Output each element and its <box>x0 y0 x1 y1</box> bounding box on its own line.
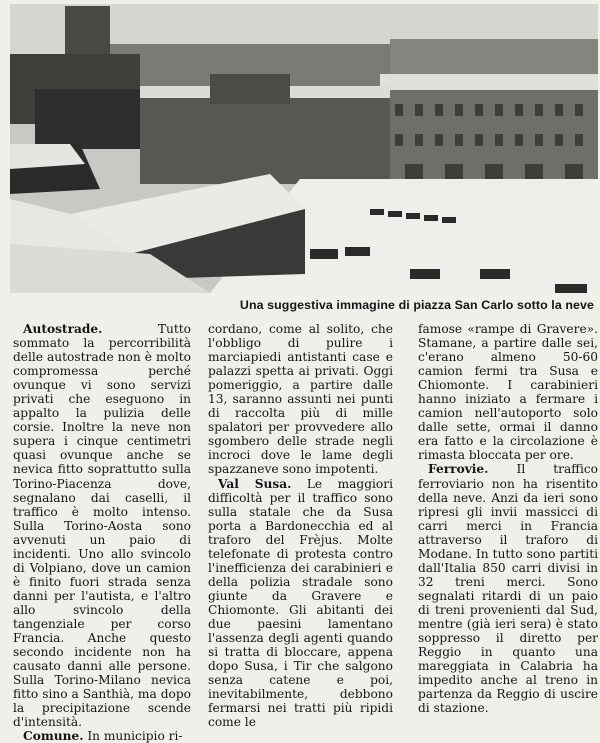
paragraph-heading: Ferrovie. <box>428 462 489 477</box>
paragraph-text: Tutto sommato la percorribilità delle autostrade non è molto compromessa perché ovunque vi sono servizi privati che eseguono in appalto la pulizia delle corsie. Inoltre la neve non supera i cinque centimetri quasi ovunque anche se nevica fitto soprattutto sulla Torino-Piacenza dove, segnalano dai caselli, il traffico è molto intenso. Sulla Torino-Aosta sono avvenuti un paio di incidenti. Uno allo svincolo di Volpiano, dove un camion è finito fuori strada senza danni per l'autista, e l'altro allo svincolo della tangenziale per corso Francia. Anche questo secondo incidente non ha causato danni alle persone. Sulla Torino-Milano nevica fitto sino a Santhià, ma dopo la precipitazione scende d'intensità. <box>13 322 191 730</box>
article-column-2 <box>208 322 393 729</box>
article-column-3 <box>418 322 598 715</box>
paragraph-comune-continued <box>208 322 393 477</box>
paragraph-val-susa <box>208 477 393 730</box>
paragraph-text: famose «rampe di Gravere». Stamane, a partire dalle sei, c'erano almeno 50-60 camion fermi tra Susa e Chiomonte. I carabinieri hanno iniziato a fermare i camion nell'autoporto solo dalle sette, ormai il danno era fatto e la circolazione è rimasta bloccata per ore. <box>418 322 598 463</box>
news-photo <box>10 4 598 293</box>
photo-piazza-san-carlo-snow <box>10 4 598 293</box>
article-column-1 <box>13 322 191 743</box>
paragraph-val-susa-continued <box>418 322 598 462</box>
paragraph-ferrovie <box>418 462 598 715</box>
paragraph-autostrade <box>13 322 191 729</box>
paragraph-text: Le maggiori difficoltà per il traffico sono sulla statale che da Susa porta a Bardonecchia ed al traforo del Frèjus. Molte telefonate di protesta contro l'inefficienza dei carabinieri e della polizia stradale sono giunte da Gravere e Chiomonte. Gli abitanti dei due paesini lamentano l'assenza degli agenti quando si tratta di bloccare, appena dopo Susa, i Tir che salgono senza catene e poi, inevitabilmente, debbono fermarsi nei tratti più ripidi come le <box>208 476 393 730</box>
paragraph-heading: Comune. <box>23 729 84 743</box>
paragraph-heading: Val Susa. <box>218 476 292 491</box>
photo-caption: Una suggestiva immagine di piazza San Carlo sotto la neve <box>239 298 594 312</box>
paragraph-text: In municipio ri- <box>87 729 183 743</box>
paragraph-text: Il traffico ferroviario non ha risentito della neve. Anzi da ieri sono ripresi gli invii massicci di carri merci in Francia attraverso il traforo di Modane. In tutto sono partiti dall'Italia 850 carri divisi in 32 treni merci. Sono segnalati ritardi di un paio di treni provenienti dal Sud, mentre (già ieri sera) è stato soppresso il diretto per Reggio in quanto una mareggiata in Calabria ha impedito anche al treno in partenza da Reggio di uscire di stazione. <box>418 462 598 716</box>
paragraph-heading: Autostrade. <box>23 322 103 336</box>
paragraph-comune <box>13 729 191 743</box>
paragraph-text: cordano, come al solito, che l'obbligo di pulire i marciapiedi antistanti case e palazzi spetta ai privati. Oggi pomeriggio, a partire dalle 13, saranno assunti nei punti di raccolta più di mille spalatori per provvedere allo sgombero delle strade negli incroci dove le lame degli spazzaneve sono impotenti. <box>208 322 393 477</box>
